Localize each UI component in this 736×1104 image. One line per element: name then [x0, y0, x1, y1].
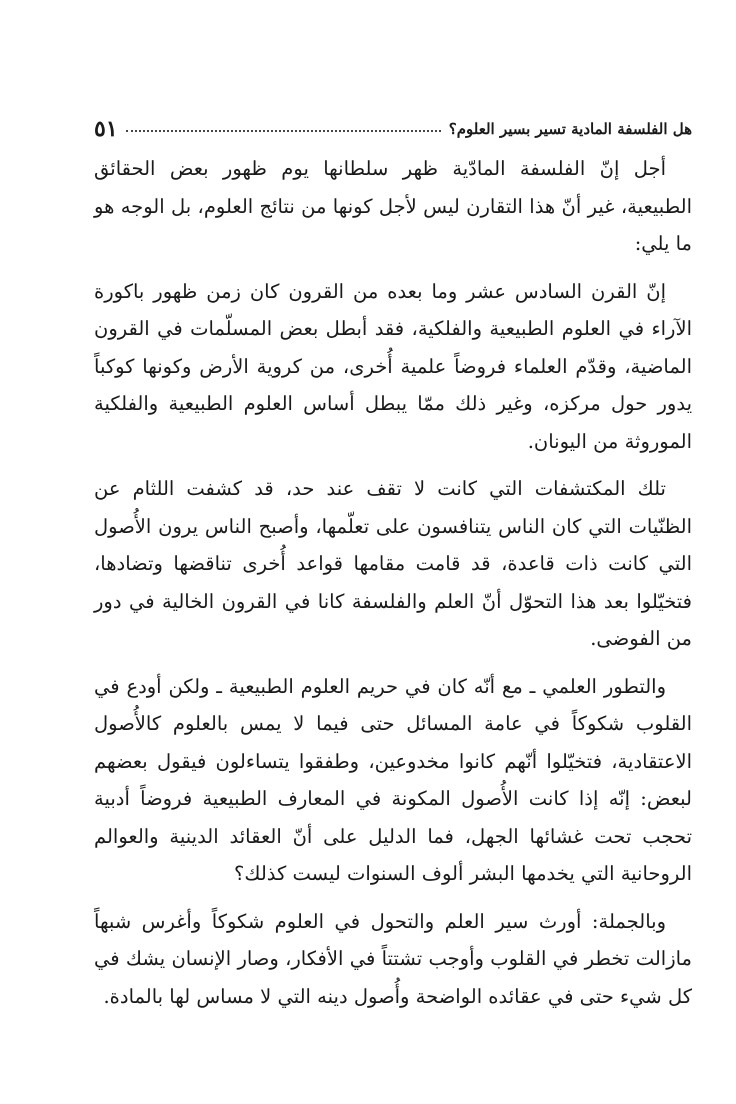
running-header	[94, 106, 692, 140]
paragraph: والتطور العلمي ـ مع أنّه كان في حريم العلوم الطبيعية ـ ولكن أودع في القلوب شكوكاً في عامة المسائل حتى فيما لا يمس بالعلوم كالأُصول الاعتقادية، فتخيّلوا أنّهم كانوا مخدوعين، وطفقوا يتساءلون فيقول بعضهم لبعض: إنّه إذا كانت الأُصول المكونة في المعارف الطبيعية فروضاً أدبية تحجب تحت غشائها الجهل، فما الدليل على أنّ العقائد الدينية والعوالم الروحانية التي يخدمها البشر ألوف السنوات ليست كذلك؟	[94, 674, 692, 885]
header-dotted-leader	[126, 129, 441, 132]
paragraph: إنّ القرن السادس عشر وما بعده من القرون كان زمن ظهور باكورة الآراء في العلوم الطبيعية والفلكية، فقد أبطل بعض المسلّمات في القرون الماضية، وقدّم العلماء فروضاً علمية أُخرى، من كروية الأرض وكونها كوكباً يدور حول مركزه، وغير ذلك ممّا يبطل أساس العلوم الطبيعية والفلكية الموروثة من اليونان.	[94, 279, 692, 453]
header-title: هل الفلسفة المادية تسير بسير العلوم؟	[448, 120, 692, 138]
paragraph: وبالجملة: أورث سير العلم والتحول في العلوم شكوكاً وأغرس شبهاً مازالت تخطر في القلوب وأوجب تشتتاً في الأفكار، وصار الإنسان يشك في كل شيء حتى في عقائده الواضحة وأُصول دينه التي لا مساس لها بالمادة.	[94, 909, 693, 1008]
paragraph: تلك المكتشفات التي كانت لا تقف عند حد، قد كشفت اللثام عن الظنّيات التي كان الناس يتنافسون على تعلّمها، وأصبح الناس يرون الأُصول التي كانت ذات قاعدة، قد قامت مقامها قواعد أُخرى تناقضها وتضادها، فتخيّلوا بعد هذا التحوّل أنّ العلم والفلسفة كانا في القرون الخالية في دور من الفوضى.	[94, 477, 692, 650]
page-number: ٥١	[94, 116, 118, 142]
body-text	[94, 150, 692, 1025]
paragraph: أجل إنّ الفلسفة المادّية ظهر سلطانها يوم ظهور بعض الحقائق الطبيعية، غير أنّ هذا التقارن ليس لأجل كونها من نتائج العلوم، بل الوجه هو ما يلي:	[94, 157, 692, 255]
